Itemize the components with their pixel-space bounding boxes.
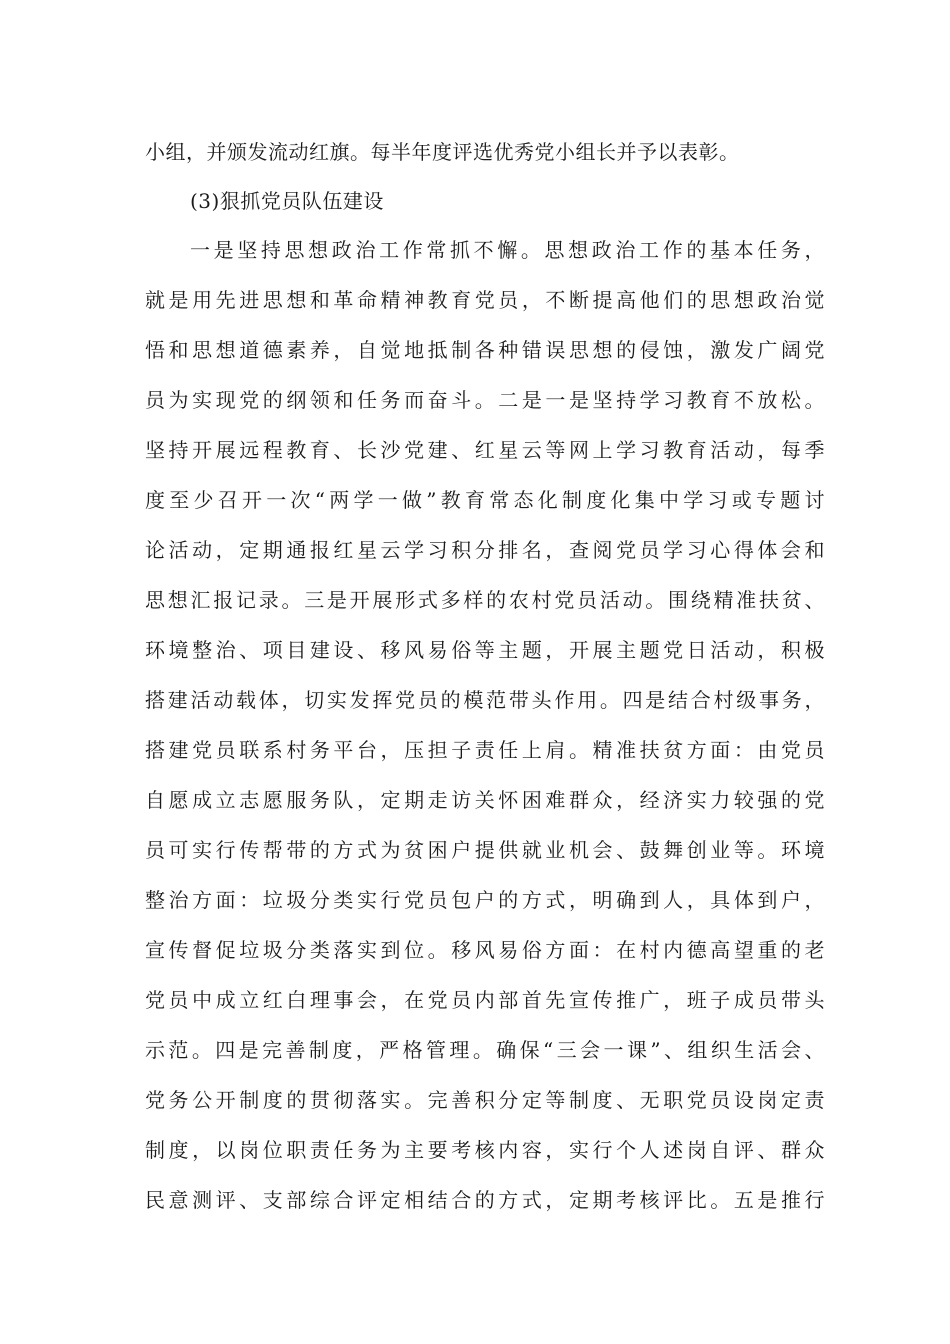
text-line-3: 一是坚持思想政治工作常抓不懈。思想政治工作的基本任务， xyxy=(190,238,825,262)
text-line-8: 度至少召开一次“两学一做”教育常态化制度化集中学习或专题讨 xyxy=(145,488,825,512)
text-line-4: 就是用先进思想和革命精神教育党员，不断提高他们的思想政治觉 xyxy=(145,288,825,312)
text-line-15: 员可实行传帮带的方式为贫困户提供就业机会、鼓舞创业等。环境 xyxy=(145,838,825,862)
text-line-17: 宣传督促垃圾分类落实到位。移风易俗方面：在村内德高望重的老 xyxy=(145,938,825,962)
text-line-19: 示范。四是完善制度，严格管理。确保“三会一课”、组织生活会、 xyxy=(145,1038,825,1062)
section-heading: (3)狠抓党员队伍建设 xyxy=(190,189,384,213)
text-line-22: 民意测评、支部综合评定相结合的方式，定期考核评比。五是推行 xyxy=(145,1188,825,1212)
text-line-9: 论活动，定期通报红星云学习积分排名，查阅党员学习心得体会和 xyxy=(145,538,825,562)
text-line-14: 自愿成立志愿服务队，定期走访关怀困难群众，经济实力较强的党 xyxy=(145,788,825,812)
text-line-5: 悟和思想道德素养，自觉地抵制各种错误思想的侵蚀，激发广阔党 xyxy=(145,338,825,362)
text-line-20: 党务公开制度的贯彻落实。完善积分定等制度、无职党员设岗定责 xyxy=(145,1088,825,1112)
text-line-1: 小组，并颁发流动红旗。每半年度评选优秀党小组长并予以表彰。 xyxy=(145,140,740,164)
text-line-6: 员为实现党的纲领和任务而奋斗。二是一是坚持学习教育不放松。 xyxy=(145,388,825,412)
text-line-11: 环境整治、项目建设、移风易俗等主题，开展主题党日活动，积极 xyxy=(145,638,825,662)
text-line-10: 思想汇报记录。三是开展形式多样的农村党员活动。围绕精准扶贫、 xyxy=(145,588,825,612)
text-line-18: 党员中成立红白理事会，在党员内部首先宣传推广，班子成员带头 xyxy=(145,988,825,1012)
text-line-16: 整治方面：垃圾分类实行党员包户的方式，明确到人，具体到户， xyxy=(145,888,825,912)
text-line-21: 制度，以岗位职责任务为主要考核内容，实行个人述岗自评、群众 xyxy=(145,1138,825,1162)
text-line-7: 坚持开展远程教育、长沙党建、红星云等网上学习教育活动，每季 xyxy=(145,438,825,462)
text-line-13: 搭建党员联系村务平台，压担子责任上肩。精准扶贫方面：由党员 xyxy=(145,738,825,762)
text-line-12: 搭建活动载体，切实发挥党员的模范带头作用。四是结合村级事务， xyxy=(145,688,825,712)
